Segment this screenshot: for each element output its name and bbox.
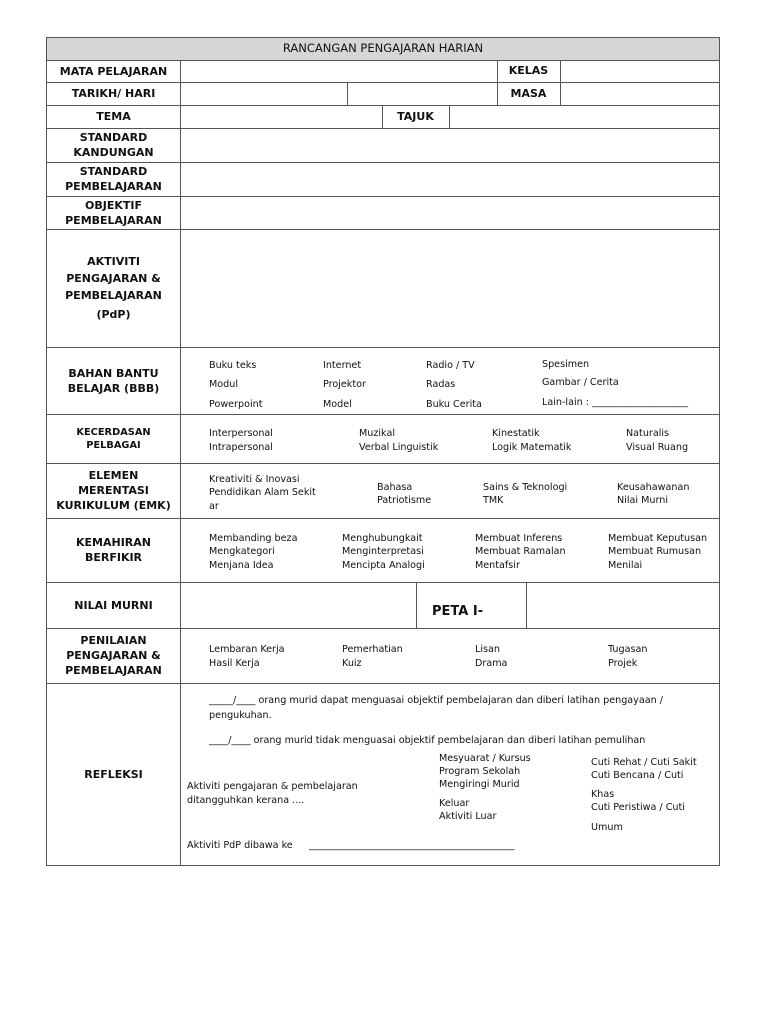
kemahiran-item: Membuat Ramalan (475, 546, 566, 557)
bbb-item: Powerpoint (209, 399, 263, 410)
label-kecerdasan: KECERDASAN PELBAGAI (76, 426, 151, 451)
penilaian-item: Tugasan (608, 644, 648, 655)
kemahiran-item: Membuat Keputusan (608, 533, 708, 544)
kemahiran-item: Menginterpretasi (342, 546, 424, 557)
emk-item: Keusahawanan (617, 482, 690, 493)
reason-item: Aktiviti Luar (439, 811, 497, 822)
label-masa: MASA (510, 87, 547, 100)
kecerdasan-item: Naturalis (626, 428, 670, 439)
reason-item: Khas (591, 789, 615, 800)
label-mata-pelajaran: MATA PELAJARAN (59, 64, 168, 78)
bbb-item: Radas (426, 379, 456, 390)
bbb-item: Buku teks (209, 360, 257, 371)
label-peta-i: PETA I- (432, 604, 484, 619)
label-tema: TEMA (96, 110, 131, 123)
label-standard-pembelajaran: STANDARD PEMBELAJARAN (65, 165, 162, 193)
kecerdasan-item: Logik Matematik (492, 442, 572, 453)
reason-item: Keluar (439, 798, 470, 809)
label-kemahiran-berfikir: KEMAHIRAN BERFIKIR (76, 536, 151, 564)
kemahiran-item: Menghubungkait (342, 533, 423, 544)
bbb-item: Modul (209, 379, 238, 390)
kemahiran-item: Membuat Inferens (475, 533, 563, 544)
penilaian-item: Lembaran Kerja (209, 644, 285, 655)
emk-item: TMK (483, 495, 504, 506)
kemahiran-item: Menjana Idea (209, 560, 274, 571)
emk-item: Kreativiti & Inovasi (209, 474, 300, 485)
emk-item: Pendidikan Alam Sekit (209, 487, 316, 498)
bbb-item: Radio / TV (426, 360, 475, 371)
kecerdasan-item: Verbal Linguistik (359, 442, 439, 453)
reason-item: Cuti Peristiwa / Cuti (591, 802, 685, 813)
emk-item: Sains & Teknologi (483, 482, 568, 493)
bbb-item: Projektor (323, 379, 366, 390)
rph-form (46, 37, 720, 866)
reason-item: Mengiringi Murid (439, 779, 520, 790)
refleksi-ditangguh-cont: ditangguhkan kerana .... (187, 795, 305, 806)
refleksi-line-menguasai-cont: pengukuhan. (209, 710, 272, 721)
emk-item: Patriotisme (377, 495, 432, 506)
reason-item: Umum (591, 822, 623, 833)
emk-item: ar (209, 501, 219, 512)
kemahiran-item: Menilai (608, 560, 643, 571)
label-kelas: KELAS (508, 64, 549, 77)
penilaian-item: Pemerhatian (342, 644, 403, 655)
label-emk: ELEMEN MERENTASI KURIKULUM (EMK) (56, 469, 171, 512)
label-refleksi: REFLEKSI (84, 768, 143, 781)
reason-item: Cuti Rehat / Cuti Sakit (591, 757, 697, 768)
bbb-item: Model (323, 399, 352, 410)
kecerdasan-item: Interpersonal (209, 428, 273, 439)
label-tajuk: TAJUK (397, 110, 434, 123)
penilaian-item: Kuiz (342, 658, 362, 669)
penilaian-item: Projek (608, 658, 638, 669)
label-bbb: BAHAN BANTU BELAJAR (BBB) (67, 366, 160, 395)
refleksi-line-tidak-menguasai: ____/____ orang murid tidak menguasai objektif pembelajaran dan diberi latihan pemulihan (209, 735, 646, 746)
refleksi-dibawa-label: Aktiviti PdP dibawa ke (187, 840, 293, 851)
label-penilaian: PENILAIAN PENGAJARAN & PEMBELAJARAN (65, 634, 162, 677)
label-nilai-murni: NILAI MURNI (74, 598, 153, 612)
kecerdasan-item: Intrapersonal (209, 442, 273, 453)
bbb-item: Internet (323, 360, 362, 371)
reason-item: Program Sekolah (439, 766, 521, 777)
penilaian-item: Hasil Kerja (209, 658, 260, 669)
label-aktiviti-pdp: AKTIVITI PENGAJARAN & PEMBELAJARAN (PdP) (65, 255, 162, 321)
reason-item: Mesyuarat / Kursus (439, 753, 531, 764)
kemahiran-item: Membuat Rumusan (608, 546, 702, 557)
kecerdasan-item: Visual Ruang (626, 442, 689, 453)
kemahiran-item: Mentafsir (475, 560, 520, 571)
bbb-item: Buku Cerita (426, 399, 482, 410)
label-tarikh-hari: TARIKH/ HARI (71, 87, 156, 100)
emk-item: Nilai Murni (617, 495, 668, 506)
refleksi-line-menguasai: _____/____ orang murid dapat menguasai objektif pembelajaran dan diberi latihan pengayaan / (209, 695, 663, 706)
refleksi-ditangguh: Aktiviti pengajaran & pembelajaran (187, 781, 358, 792)
label-objektif-pembelajaran: OBJEKTIF PEMBELAJARAN (65, 198, 162, 227)
bbb-item: Lain-lain : ____________________ (542, 397, 688, 408)
kecerdasan-item: Kinestatik (492, 428, 540, 439)
emk-item: Bahasa (377, 482, 413, 493)
kemahiran-item: Membanding beza (209, 533, 298, 544)
kemahiran-item: Mencipta Analogi (342, 560, 425, 571)
bbb-item: Gambar / Cerita (542, 377, 619, 388)
kecerdasan-item: Muzikal (359, 428, 395, 439)
kemahiran-item: Mengkategori (209, 546, 275, 557)
form-title: RANCANGAN PENGAJARAN HARIAN (282, 41, 484, 55)
bbb-item: Spesimen (542, 359, 590, 370)
penilaian-item: Lisan (475, 644, 500, 655)
label-standard-kandungan: STANDARD KANDUNGAN (73, 131, 154, 159)
refleksi-dibawa-blank: __________________________________________________ (309, 840, 514, 851)
reason-item: Cuti Bencana / Cuti (591, 770, 684, 781)
penilaian-item: Drama (475, 658, 508, 669)
